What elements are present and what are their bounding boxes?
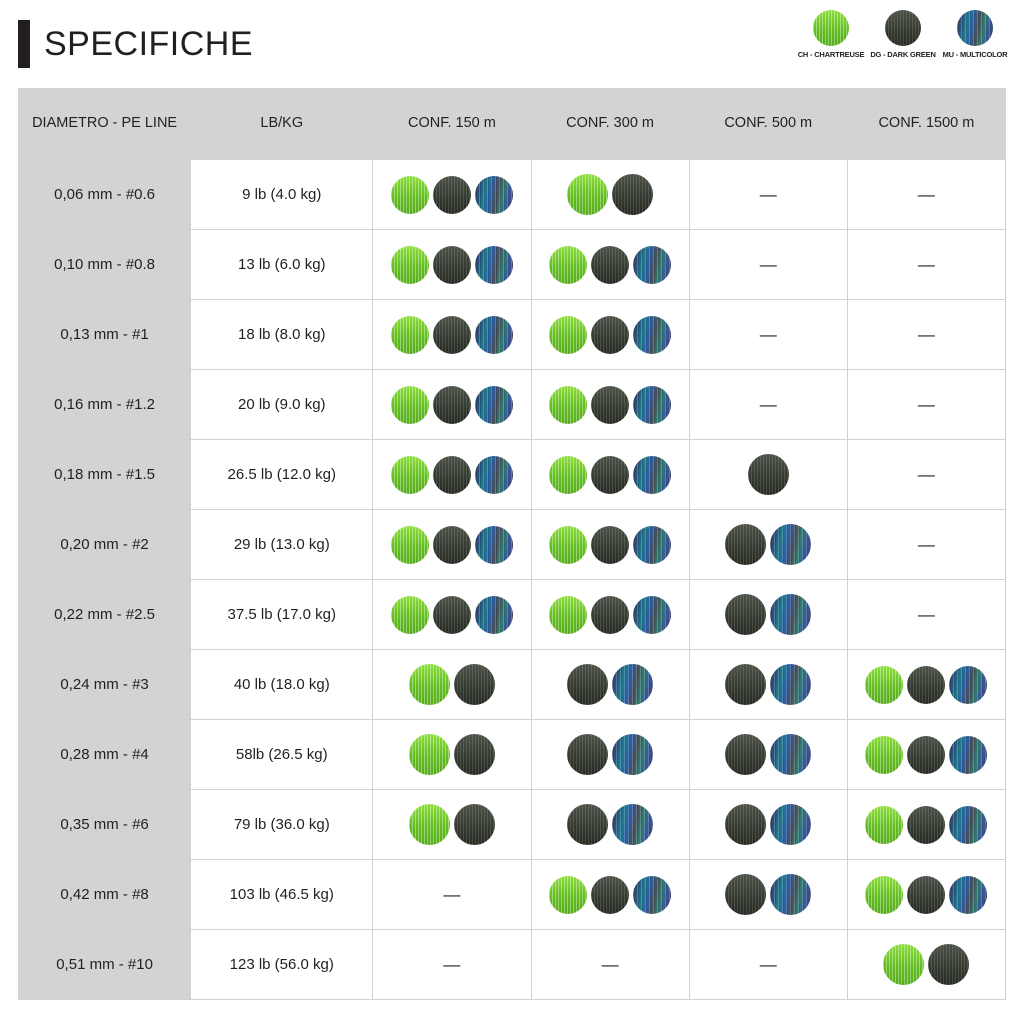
dg-dot-icon: [433, 456, 471, 494]
cell-conf-150: [373, 510, 531, 580]
cell-conf-500: [689, 650, 847, 720]
availability-dots: [532, 440, 689, 509]
availability-dots: [532, 650, 689, 719]
cell-conf-500: [689, 230, 847, 300]
not-available-marker: —: [759, 325, 777, 344]
table-row: [19, 720, 1006, 790]
cell-conf-300: [531, 720, 689, 790]
availability-dots: [532, 510, 689, 579]
column-header-lbkg: LB/KG: [191, 89, 373, 160]
cell-conf-1500: [847, 160, 1005, 230]
dg-dot-icon: [725, 664, 766, 705]
not-available-marker: —: [917, 325, 935, 344]
dg-dot-icon: [907, 806, 945, 844]
color-legend: [798, 10, 1008, 59]
spec-table-wrap: [0, 88, 1024, 1014]
mu-dot-icon: [770, 734, 811, 775]
ch-dot-icon: [549, 386, 587, 424]
availability-dots: [532, 370, 689, 439]
cell-diameter: 0,35 mm - #6: [19, 790, 191, 860]
availability-dots: [532, 930, 689, 999]
cell-conf-500: [689, 790, 847, 860]
cell-conf-300: [531, 790, 689, 860]
legend-item-label: MU - MULTICOLOR: [942, 50, 1008, 59]
cell-diameter: 0,22 mm - #2.5: [19, 580, 191, 650]
table-row: [19, 230, 1006, 300]
page-header: [0, 0, 1024, 88]
cell-strength: 26.5 lb (12.0 kg): [191, 440, 373, 510]
table-body: [19, 160, 1006, 1000]
availability-dots: [373, 790, 530, 859]
cell-conf-1500: [847, 580, 1005, 650]
dg-dot-icon: [748, 454, 789, 495]
dg-dot-icon: [591, 526, 629, 564]
not-available-marker: —: [443, 955, 461, 974]
availability-dots: [373, 580, 530, 649]
dg-dot-icon: [928, 944, 969, 985]
availability-dots: [532, 790, 689, 859]
not-available-marker: —: [759, 955, 777, 974]
dg-dot-icon: [907, 666, 945, 704]
mu-dot-icon: [475, 316, 513, 354]
column-header-diameter: DIAMETRO - PE LINE: [19, 89, 191, 160]
cell-diameter: 0,13 mm - #1: [19, 300, 191, 370]
cell-diameter: 0,06 mm - #0.6: [19, 160, 191, 230]
cell-conf-150: [373, 230, 531, 300]
ch-dot-icon: [409, 664, 450, 705]
availability-dots: [848, 790, 1005, 859]
cell-diameter: 0,18 mm - #1.5: [19, 440, 191, 510]
availability-dots: [690, 650, 847, 719]
table-header: [19, 89, 1006, 160]
mu-swatch-icon: [957, 10, 993, 46]
mu-dot-icon: [633, 316, 671, 354]
mu-dot-icon: [633, 526, 671, 564]
mu-dot-icon: [633, 246, 671, 284]
ch-dot-icon: [409, 804, 450, 845]
mu-dot-icon: [475, 246, 513, 284]
availability-dots: [690, 300, 847, 369]
availability-dots: [373, 440, 530, 509]
availability-dots: [848, 510, 1005, 579]
availability-dots: [373, 650, 530, 719]
mu-dot-icon: [770, 524, 811, 565]
cell-strength: 123 lb (56.0 kg): [191, 930, 373, 1000]
cell-conf-500: [689, 160, 847, 230]
table-row: [19, 650, 1006, 720]
cell-conf-150: [373, 650, 531, 720]
cell-conf-500: [689, 370, 847, 440]
cell-conf-300: [531, 160, 689, 230]
column-header-conf-500: CONF. 500 m: [689, 89, 847, 160]
mu-dot-icon: [949, 736, 987, 774]
mu-dot-icon: [949, 666, 987, 704]
availability-dots: [690, 930, 847, 999]
availability-dots: [373, 300, 530, 369]
availability-dots: [690, 230, 847, 299]
availability-dots: [848, 930, 1005, 999]
specifications-table: [18, 88, 1006, 1000]
mu-dot-icon: [770, 874, 811, 915]
availability-dots: [373, 160, 530, 229]
mu-dot-icon: [475, 456, 513, 494]
not-available-marker: —: [759, 185, 777, 204]
availability-dots: [690, 510, 847, 579]
dg-dot-icon: [433, 386, 471, 424]
availability-dots: [532, 300, 689, 369]
cell-strength: 79 lb (36.0 kg): [191, 790, 373, 860]
mu-dot-icon: [475, 176, 513, 214]
ch-dot-icon: [865, 666, 903, 704]
availability-dots: [690, 370, 847, 439]
cell-conf-500: [689, 300, 847, 370]
legend-item-label: DG - DARK GREEN: [870, 50, 936, 59]
mu-dot-icon: [633, 876, 671, 914]
mu-dot-icon: [949, 806, 987, 844]
ch-dot-icon: [549, 316, 587, 354]
availability-dots: [373, 370, 530, 439]
cell-conf-300: [531, 440, 689, 510]
cell-conf-1500: [847, 930, 1005, 1000]
mu-dot-icon: [770, 664, 811, 705]
mu-dot-icon: [612, 804, 653, 845]
table-row: [19, 930, 1006, 1000]
cell-diameter: 0,51 mm - #10: [19, 930, 191, 1000]
availability-dots: [373, 930, 530, 999]
cell-conf-150: [373, 160, 531, 230]
cell-conf-300: [531, 510, 689, 580]
cell-diameter: 0,28 mm - #4: [19, 720, 191, 790]
cell-conf-300: [531, 230, 689, 300]
ch-dot-icon: [391, 526, 429, 564]
legend-item: [870, 10, 936, 59]
cell-diameter: 0,16 mm - #1.2: [19, 370, 191, 440]
table-row: [19, 160, 1006, 230]
cell-conf-1500: [847, 370, 1005, 440]
availability-dots: [848, 300, 1005, 369]
availability-dots: [690, 160, 847, 229]
mu-dot-icon: [633, 456, 671, 494]
availability-dots: [848, 720, 1005, 789]
availability-dots: [848, 160, 1005, 229]
ch-dot-icon: [865, 876, 903, 914]
cell-conf-500: [689, 720, 847, 790]
not-available-marker: —: [917, 605, 935, 624]
ch-dot-icon: [549, 596, 587, 634]
not-available-marker: —: [917, 535, 935, 554]
availability-dots: [848, 860, 1005, 929]
cell-conf-1500: [847, 790, 1005, 860]
dg-dot-icon: [591, 246, 629, 284]
dg-dot-icon: [725, 804, 766, 845]
cell-conf-1500: [847, 230, 1005, 300]
dg-dot-icon: [433, 246, 471, 284]
legend-item: [942, 10, 1008, 59]
not-available-marker: —: [917, 465, 935, 484]
cell-conf-500: [689, 510, 847, 580]
mu-dot-icon: [949, 876, 987, 914]
cell-conf-150: [373, 720, 531, 790]
mu-dot-icon: [633, 596, 671, 634]
ch-dot-icon: [391, 456, 429, 494]
cell-conf-300: [531, 300, 689, 370]
dg-dot-icon: [725, 874, 766, 915]
ch-dot-icon: [391, 176, 429, 214]
cell-conf-300: [531, 860, 689, 930]
availability-dots: [532, 860, 689, 929]
dg-dot-icon: [433, 176, 471, 214]
availability-dots: [690, 720, 847, 789]
mu-dot-icon: [612, 734, 653, 775]
dg-dot-icon: [433, 596, 471, 634]
dg-dot-icon: [567, 664, 608, 705]
legend-item-label: CH - CHARTREUSE: [797, 50, 865, 59]
availability-dots: [690, 440, 847, 509]
not-available-marker: —: [443, 885, 461, 904]
table-row: [19, 300, 1006, 370]
cell-conf-500: [689, 930, 847, 1000]
cell-conf-150: [373, 790, 531, 860]
table-row: [19, 370, 1006, 440]
availability-dots: [532, 230, 689, 299]
mu-dot-icon: [475, 526, 513, 564]
table-row: [19, 510, 1006, 580]
dg-dot-icon: [591, 456, 629, 494]
cell-diameter: 0,24 mm - #3: [19, 650, 191, 720]
ch-dot-icon: [391, 386, 429, 424]
cell-conf-150: [373, 580, 531, 650]
cell-conf-300: [531, 580, 689, 650]
cell-conf-500: [689, 860, 847, 930]
availability-dots: [848, 580, 1005, 649]
availability-dots: [373, 230, 530, 299]
cell-conf-1500: [847, 300, 1005, 370]
cell-conf-150: [373, 300, 531, 370]
ch-dot-icon: [549, 526, 587, 564]
ch-dot-icon: [409, 734, 450, 775]
availability-dots: [373, 510, 530, 579]
ch-dot-icon: [391, 596, 429, 634]
availability-dots: [532, 160, 689, 229]
mu-dot-icon: [612, 664, 653, 705]
not-available-marker: —: [917, 185, 935, 204]
table-row: [19, 580, 1006, 650]
cell-conf-1500: [847, 860, 1005, 930]
dg-dot-icon: [454, 804, 495, 845]
availability-dots: [373, 860, 530, 929]
ch-dot-icon: [883, 944, 924, 985]
cell-conf-150: [373, 440, 531, 510]
dg-dot-icon: [433, 316, 471, 354]
cell-strength: 103 lb (46.5 kg): [191, 860, 373, 930]
cell-conf-150: [373, 930, 531, 1000]
table-row: [19, 440, 1006, 510]
dg-dot-icon: [454, 734, 495, 775]
not-available-marker: —: [917, 255, 935, 274]
cell-conf-300: [531, 370, 689, 440]
dg-swatch-icon: [885, 10, 921, 46]
dg-dot-icon: [591, 316, 629, 354]
availability-dots: [532, 720, 689, 789]
dg-dot-icon: [907, 876, 945, 914]
cell-diameter: 0,20 mm - #2: [19, 510, 191, 580]
legend-item: [798, 10, 864, 59]
cell-conf-300: [531, 650, 689, 720]
ch-dot-icon: [549, 246, 587, 284]
not-available-marker: —: [601, 955, 619, 974]
dg-dot-icon: [907, 736, 945, 774]
dg-dot-icon: [725, 594, 766, 635]
dg-dot-icon: [612, 174, 653, 215]
dg-dot-icon: [725, 524, 766, 565]
ch-dot-icon: [391, 246, 429, 284]
dg-dot-icon: [591, 386, 629, 424]
availability-dots: [848, 230, 1005, 299]
dg-dot-icon: [591, 876, 629, 914]
cell-conf-150: [373, 860, 531, 930]
ch-dot-icon: [549, 876, 587, 914]
cell-conf-300: [531, 930, 689, 1000]
cell-conf-500: [689, 580, 847, 650]
ch-dot-icon: [549, 456, 587, 494]
availability-dots: [690, 790, 847, 859]
dg-dot-icon: [567, 734, 608, 775]
mu-dot-icon: [475, 386, 513, 424]
cell-strength: 37.5 lb (17.0 kg): [191, 580, 373, 650]
availability-dots: [373, 720, 530, 789]
availability-dots: [848, 370, 1005, 439]
column-header-conf-300: CONF. 300 m: [531, 89, 689, 160]
ch-dot-icon: [865, 806, 903, 844]
cell-conf-1500: [847, 440, 1005, 510]
cell-conf-1500: [847, 650, 1005, 720]
dg-dot-icon: [454, 664, 495, 705]
mu-dot-icon: [475, 596, 513, 634]
availability-dots: [848, 650, 1005, 719]
availability-dots: [690, 860, 847, 929]
cell-strength: 58lb (26.5 kg): [191, 720, 373, 790]
title-accent-bar: [18, 20, 30, 68]
availability-dots: [532, 580, 689, 649]
availability-dots: [848, 440, 1005, 509]
ch-dot-icon: [865, 736, 903, 774]
cell-strength: 20 lb (9.0 kg): [191, 370, 373, 440]
page-title-text: SPECIFICHE: [44, 25, 254, 63]
column-header-conf-1500: CONF. 1500 m: [847, 89, 1005, 160]
cell-strength: 18 lb (8.0 kg): [191, 300, 373, 370]
cell-strength: 29 lb (13.0 kg): [191, 510, 373, 580]
ch-dot-icon: [567, 174, 608, 215]
table-row: [19, 790, 1006, 860]
cell-strength: 40 lb (18.0 kg): [191, 650, 373, 720]
mu-dot-icon: [770, 804, 811, 845]
dg-dot-icon: [725, 734, 766, 775]
table-row: [19, 860, 1006, 930]
cell-conf-500: [689, 440, 847, 510]
cell-strength: 9 lb (4.0 kg): [191, 160, 373, 230]
mu-dot-icon: [633, 386, 671, 424]
dg-dot-icon: [591, 596, 629, 634]
not-available-marker: —: [917, 395, 935, 414]
cell-diameter: 0,42 mm - #8: [19, 860, 191, 930]
ch-dot-icon: [391, 316, 429, 354]
cell-conf-1500: [847, 510, 1005, 580]
cell-diameter: 0,10 mm - #0.8: [19, 230, 191, 300]
page-title: [18, 20, 253, 68]
not-available-marker: —: [759, 255, 777, 274]
cell-conf-1500: [847, 720, 1005, 790]
dg-dot-icon: [567, 804, 608, 845]
cell-strength: 13 lb (6.0 kg): [191, 230, 373, 300]
column-header-conf-150: CONF. 150 m: [373, 89, 531, 160]
not-available-marker: —: [759, 395, 777, 414]
table-header-row: [19, 89, 1006, 160]
ch-swatch-icon: [813, 10, 849, 46]
availability-dots: [690, 580, 847, 649]
dg-dot-icon: [433, 526, 471, 564]
cell-conf-150: [373, 370, 531, 440]
mu-dot-icon: [770, 594, 811, 635]
